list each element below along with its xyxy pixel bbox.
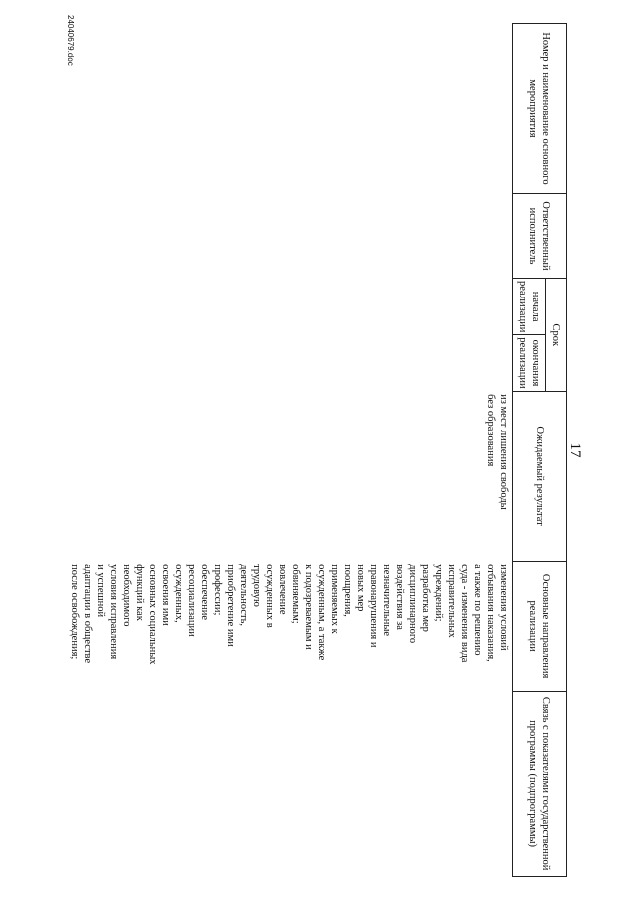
text-line: приобретение ими — [225, 564, 236, 647]
cell-expected-result — [66, 391, 513, 561]
text-line: ресоциализации — [186, 564, 197, 637]
header-term-end: окончания реализации — [513, 335, 546, 391]
main-directions-text — [68, 564, 510, 688]
text-line: профессии; — [212, 564, 223, 616]
text-line: незначительные — [381, 564, 392, 637]
text-line: обеспечение — [199, 564, 210, 621]
text-line: освоения ими — [160, 564, 171, 626]
header-responsible: Ответственный исполнитель — [513, 194, 567, 279]
cell-measure-name — [66, 24, 513, 194]
text-line: поощрения, — [342, 564, 353, 617]
text-line: дисциплинарного — [407, 564, 418, 644]
cell-term-end — [66, 335, 513, 391]
header-term-start: начала реализации — [513, 279, 546, 335]
text-line: применяемых к — [329, 564, 340, 634]
cell-indicators — [66, 691, 513, 876]
header-expected-result: Ожидаемый результат — [513, 391, 567, 561]
text-line: осужденным, а также — [316, 564, 327, 661]
text-line: учреждений; — [433, 564, 444, 622]
text-line: правонарушения и — [368, 564, 379, 648]
text-line: функций как — [134, 564, 145, 621]
header-term: Срок — [546, 279, 567, 392]
text-line: без образования — [485, 394, 496, 467]
text-line: разработка мер — [420, 564, 431, 632]
text-line: деятельность, — [238, 564, 249, 627]
rotated-sheet — [55, 15, 595, 885]
text-line: изменения условий — [498, 564, 509, 651]
text-line: к подозреваемым и — [303, 564, 314, 650]
text-line: необходимого — [121, 564, 132, 627]
file-name-footer: 24040679.doc — [66, 15, 75, 66]
text-line: из мест лишения свободы — [498, 394, 509, 510]
page-number: 17 — [567, 442, 583, 458]
expected-result-text — [484, 394, 510, 558]
text-line: а также по решению — [472, 564, 483, 656]
text-line: исправительных — [446, 564, 457, 638]
text-line: осужденных в — [264, 564, 275, 628]
text-line: адаптации в обществе — [82, 564, 93, 664]
text-line: и успешной — [95, 564, 106, 618]
text-line: воздействия за — [394, 564, 405, 630]
measures-table — [66, 23, 567, 877]
text-line: вовлечение — [277, 564, 288, 615]
cell-responsible — [66, 194, 513, 279]
cell-main-directions — [66, 561, 513, 691]
text-line: суда - изменения вида — [459, 564, 470, 663]
text-line: после освобождения; — [69, 564, 80, 660]
table-row — [66, 24, 513, 877]
text-line: трудовую — [251, 564, 262, 607]
text-line: отбывания наказания, — [485, 564, 496, 662]
text-line: осужденных, — [173, 564, 184, 623]
text-line: основных социальных — [147, 564, 158, 665]
text-line: новых мер — [355, 564, 366, 612]
header-main-directions: Основные направления реализации — [513, 561, 567, 691]
text-line: условия исправления — [108, 564, 119, 660]
header-indicators-link: Связь с показателями государственной программы (подпрограммы) — [513, 691, 567, 876]
cell-term-start — [66, 279, 513, 335]
header-measure-name: Номер и наименование основного мероприятия — [513, 24, 567, 194]
text-line: обвиняемым; — [290, 564, 301, 624]
